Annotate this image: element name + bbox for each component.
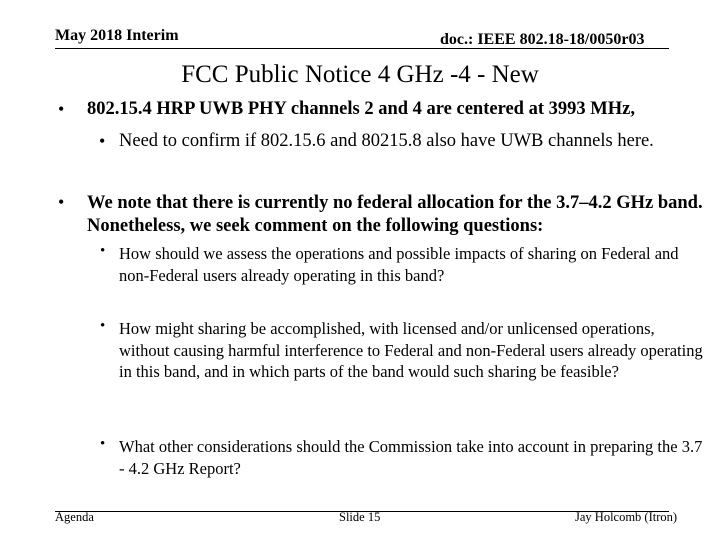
question-item: How might sharing be accomplished, with licensed and/or unlicensed operations, without causing harmful interference to Federal and non-Federal users already operating in this band, and in which parts of the band would such sharing be feasible? [119, 319, 703, 381]
bullet-marker: • [58, 192, 65, 212]
header-doc-id: doc.: IEEE 802.18-18/0050r03 [440, 31, 645, 48]
footer-author: Jay Holcomb (Itron) [575, 510, 678, 524]
question-item: What other considerations should the Commission take into account in preparing the 3.7 - 4.2 GHz Report? [119, 437, 703, 478]
question-item: How should we assess the operations and possible impacts of sharing on Federal and non-Federal users already operating in this band? [119, 244, 679, 285]
bullet-confirm-channels: Need to confirm if 802.15.6 and 80215.8 also have UWB channels here. [119, 131, 654, 151]
header-divider [55, 48, 669, 49]
slide-number: Slide 15 [339, 510, 381, 524]
bullet-marker: • [58, 99, 65, 119]
bullet-marker: • [100, 436, 106, 452]
bullet-marker: • [99, 131, 106, 151]
bullet-marker: • [100, 243, 106, 259]
footer-agenda: Agenda [55, 510, 94, 524]
slide-title: FCC Public Notice 4 GHz -4 - New [181, 61, 539, 88]
bullet-uwb-channels: 802.15.4 HRP UWB PHY channels 2 and 4 are centered at 3993 MHz, [87, 99, 635, 119]
bullet-federal-allocation: We note that there is currently no federal allocation for the 3.7–4.2 GHz band. Nonetheless, we seek comment on the following questions: [87, 193, 703, 236]
bullet-marker: • [100, 318, 106, 334]
header-date: May 2018 Interim [55, 27, 179, 44]
